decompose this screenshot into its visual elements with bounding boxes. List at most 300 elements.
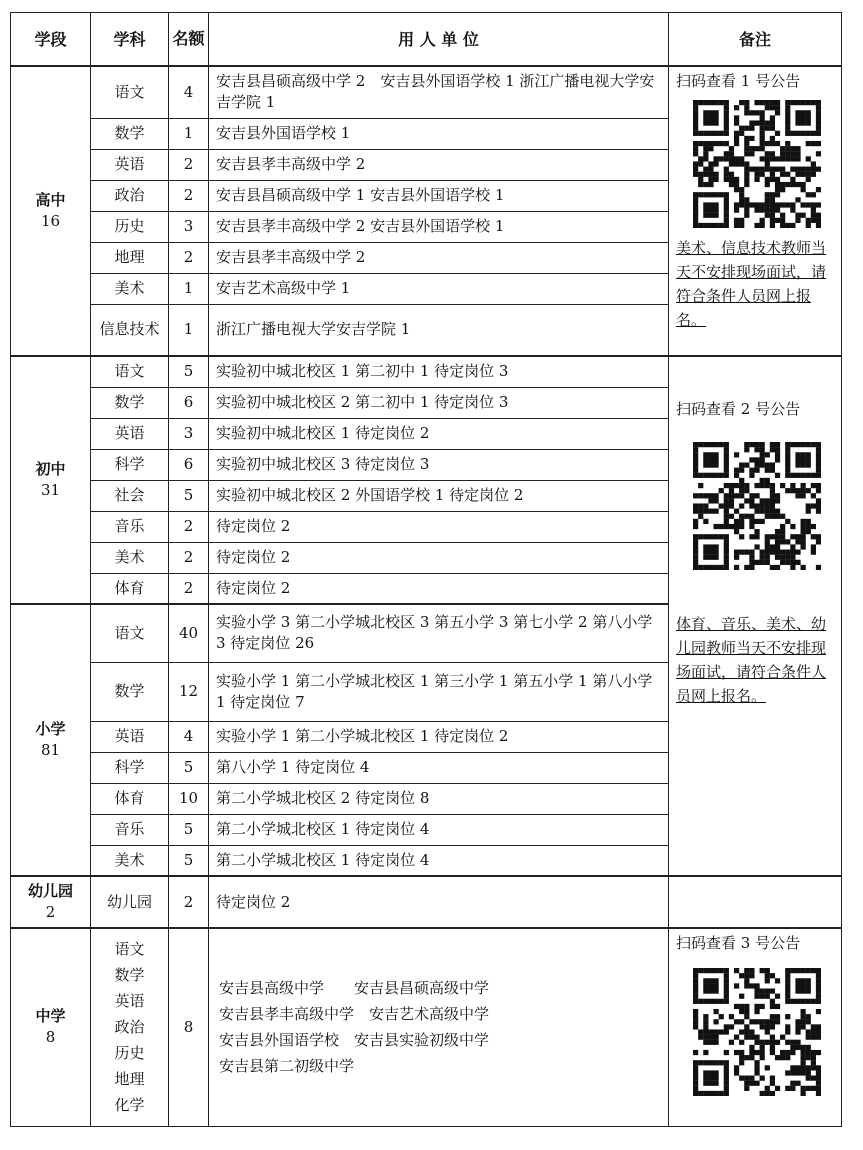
qr-module — [790, 565, 795, 570]
qr-module — [801, 483, 806, 488]
quota-cell: 2 — [169, 180, 209, 211]
qr-module — [729, 177, 734, 182]
qr-module — [770, 1040, 775, 1045]
note-remark: 美术、信息技术教师当天不安排现场面试，请符合条件人员网上报名。 — [676, 239, 827, 329]
qr-module — [708, 1040, 713, 1045]
qr-module — [770, 514, 775, 519]
qr-module — [749, 1050, 754, 1055]
qr-module — [708, 1035, 713, 1040]
quota-cell: 12 — [169, 662, 209, 721]
qr-module — [816, 151, 821, 156]
qr-module — [744, 550, 749, 555]
qr-module — [744, 110, 749, 115]
qr-module — [806, 141, 811, 146]
qr-module — [708, 442, 713, 447]
qr-module — [795, 560, 800, 565]
qr-module — [785, 115, 790, 120]
qr-module — [785, 452, 790, 457]
qr-module — [693, 1060, 698, 1065]
qr-module — [703, 473, 708, 478]
qr-module — [806, 462, 811, 467]
qr-module — [739, 524, 744, 529]
qr-module — [770, 488, 775, 493]
qr-module — [713, 978, 718, 983]
qr-module — [760, 208, 765, 213]
qr-module — [724, 994, 729, 999]
qr-module — [790, 544, 795, 549]
qr-module — [744, 208, 749, 213]
qr-module — [770, 120, 775, 125]
qr-module — [708, 100, 713, 105]
qr-module — [785, 539, 790, 544]
qr-module — [693, 462, 698, 467]
quota-cell: 40 — [169, 604, 209, 662]
qr-module — [729, 483, 734, 488]
qr-module — [703, 503, 708, 508]
qr-module — [719, 1014, 724, 1019]
qr-module — [816, 126, 821, 131]
qr-module — [734, 1070, 739, 1075]
qr-module — [703, 202, 708, 207]
qr-module — [785, 172, 790, 177]
qr-module — [775, 1019, 780, 1024]
qr-module — [765, 161, 770, 166]
qr-module — [765, 452, 770, 457]
qr-module — [734, 120, 739, 125]
qr-module — [760, 110, 765, 115]
qr-module — [729, 172, 734, 177]
qr-module — [744, 1009, 749, 1014]
qr-module — [703, 1024, 708, 1029]
qr-module — [703, 213, 708, 218]
qr-module — [703, 1076, 708, 1081]
quota-cell: 5 — [169, 752, 209, 783]
qr-module — [785, 1070, 790, 1075]
qr-module — [760, 503, 765, 508]
qr-module — [811, 968, 816, 973]
qr-module — [744, 1029, 749, 1034]
quota-cell: 5 — [169, 814, 209, 845]
qr-module — [693, 1070, 698, 1075]
subject-cell: 科学 — [91, 752, 169, 783]
qr-module — [724, 560, 729, 565]
qr-module — [811, 524, 816, 529]
qr-module — [795, 473, 800, 478]
qr-module — [708, 509, 713, 514]
qr-module — [775, 187, 780, 192]
qr-module — [770, 1045, 775, 1050]
qr-module — [806, 1055, 811, 1060]
qr-module — [754, 503, 759, 508]
qr-module — [795, 983, 800, 988]
qr-module — [703, 442, 708, 447]
qr-module — [724, 550, 729, 555]
qr-module — [754, 529, 759, 534]
qr-module — [754, 120, 759, 125]
qr-module — [739, 1050, 744, 1055]
qr-module — [816, 983, 821, 988]
qr-module — [770, 442, 775, 447]
qr-code-3[interactable] — [693, 968, 821, 1096]
qr-code-1[interactable] — [693, 100, 821, 228]
qr-module — [708, 192, 713, 197]
qr-module — [744, 1086, 749, 1091]
note-cell-high — [669, 66, 842, 356]
qr-module — [749, 473, 754, 478]
qr-module — [713, 202, 718, 207]
qr-module — [816, 488, 821, 493]
subject-cell: 音乐 — [91, 814, 169, 845]
qr-module — [739, 519, 744, 524]
qr-module — [703, 1081, 708, 1086]
qr-module — [703, 1050, 708, 1055]
qr-module — [760, 1040, 765, 1045]
qr-module — [806, 983, 811, 988]
qr-module — [765, 478, 770, 483]
qr-module — [749, 1055, 754, 1060]
qr-module — [775, 447, 780, 452]
qr-module — [744, 1055, 749, 1060]
subject-item: 地理 — [114, 1070, 145, 1089]
qr-module — [785, 141, 790, 146]
qr-module — [734, 182, 739, 187]
qr-module — [754, 208, 759, 213]
qr-module — [765, 555, 770, 560]
qr-module — [724, 524, 729, 529]
qr-module — [795, 151, 800, 156]
qr-module — [765, 1065, 770, 1070]
qr-module — [795, 218, 800, 223]
qr-module — [816, 473, 821, 478]
subject-cell: 语文 — [91, 604, 169, 662]
qr-module — [780, 187, 785, 192]
qr-module — [734, 529, 739, 534]
qr-module — [724, 555, 729, 560]
qr-module — [770, 503, 775, 508]
recruitment-table — [10, 12, 842, 1127]
qr-module — [806, 1029, 811, 1034]
qr-module — [724, 223, 729, 228]
qr-module — [749, 151, 754, 156]
qr-module — [739, 550, 744, 555]
units-cell: 实验初中城北校区 2 第二初中 1 待定岗位 3 — [209, 387, 669, 418]
qr-module — [713, 493, 718, 498]
table-row — [11, 928, 842, 1126]
qr-module — [806, 167, 811, 172]
qr-module — [703, 544, 708, 549]
qr-module — [806, 120, 811, 125]
qr-module — [724, 151, 729, 156]
qr-module — [775, 131, 780, 136]
qr-module — [693, 146, 698, 151]
qr-module — [770, 1091, 775, 1096]
qr-module — [713, 544, 718, 549]
qr-module — [816, 131, 821, 136]
qr-module — [724, 1024, 729, 1029]
qr-module — [703, 167, 708, 172]
units-cell: 安吉县昌硕高级中学 2 安吉县外国语学校 1 浙江广播电视大学安吉学院 1 — [209, 66, 669, 118]
qr-module — [719, 1060, 724, 1065]
qr-module — [708, 1076, 713, 1081]
qr-module — [765, 1091, 770, 1096]
qr-module — [785, 120, 790, 125]
qr-module — [801, 565, 806, 570]
qr-module — [693, 223, 698, 228]
qr-module — [698, 172, 703, 177]
qr-module — [770, 483, 775, 488]
qr-module — [795, 1019, 800, 1024]
qr-module — [760, 560, 765, 565]
qr-module — [811, 1029, 816, 1034]
qr-module — [780, 1055, 785, 1060]
qr-module — [760, 167, 765, 172]
qr-module — [708, 110, 713, 115]
qr-module — [703, 1035, 708, 1040]
qr-module — [816, 973, 821, 978]
qr-module — [760, 519, 765, 524]
header-units: 用 人 单 位 — [209, 13, 669, 67]
qr-module — [785, 146, 790, 151]
qr-module — [754, 1081, 759, 1086]
qr-module — [713, 110, 718, 115]
qr-module — [785, 1014, 790, 1019]
qr-module — [811, 1055, 816, 1060]
stage-total: 2 — [45, 903, 56, 921]
qr-module — [785, 555, 790, 560]
qr-module — [806, 177, 811, 182]
qr-module — [693, 534, 698, 539]
qr-module — [739, 514, 744, 519]
qr-module — [775, 544, 780, 549]
qr-module — [760, 141, 765, 146]
qr-module — [708, 131, 713, 136]
qr-module — [724, 105, 729, 110]
qr-module — [708, 462, 713, 467]
qr-module — [713, 968, 718, 973]
qr-module — [744, 126, 749, 131]
qr-module — [775, 457, 780, 462]
qr-module — [708, 1070, 713, 1075]
qr-module — [754, 172, 759, 177]
qr-module — [749, 1035, 754, 1040]
qr-module — [749, 498, 754, 503]
qr-module — [729, 1024, 734, 1029]
qr-module — [806, 100, 811, 105]
stage-cell-kinder — [11, 876, 91, 928]
qr-module — [693, 115, 698, 120]
qr-module — [724, 519, 729, 524]
qr-module — [713, 161, 718, 166]
qr-module — [698, 161, 703, 166]
qr-module — [775, 514, 780, 519]
quota-cell: 1 — [169, 304, 209, 356]
qr-module — [775, 208, 780, 213]
qr-module — [744, 1004, 749, 1009]
qr-module — [703, 493, 708, 498]
qr-module — [749, 565, 754, 570]
qr-module — [744, 978, 749, 983]
qr-module — [811, 442, 816, 447]
stage-total: 81 — [40, 741, 61, 759]
qr-module — [749, 126, 754, 131]
qr-module — [744, 136, 749, 141]
qr-module — [749, 1019, 754, 1024]
qr-module — [785, 519, 790, 524]
qr-module — [760, 994, 765, 999]
qr-module — [754, 1065, 759, 1070]
qr-module — [719, 131, 724, 136]
qr-module — [693, 473, 698, 478]
qr-module — [765, 141, 770, 146]
qr-module — [708, 983, 713, 988]
qr-module — [693, 141, 698, 146]
qr-module — [708, 565, 713, 570]
qr-module — [749, 519, 754, 524]
qr-module — [698, 968, 703, 973]
qr-module — [739, 994, 744, 999]
units-line: 安吉县孝丰高级中学 安吉艺术高级中学 — [219, 1005, 490, 1024]
qr-module — [724, 983, 729, 988]
qr-module — [811, 534, 816, 539]
qr-module — [708, 223, 713, 228]
subject-cell: 幼儿园 — [91, 876, 169, 928]
qr-module — [780, 167, 785, 172]
qr-module — [801, 1019, 806, 1024]
qr-module — [739, 483, 744, 488]
qr-module — [801, 1050, 806, 1055]
qr-module — [811, 999, 816, 1004]
qr-module — [801, 1091, 806, 1096]
qr-module — [816, 978, 821, 983]
qr-module — [816, 167, 821, 172]
qr-module — [790, 223, 795, 228]
qr-module — [754, 177, 759, 182]
qr-module — [785, 978, 790, 983]
qr-module — [770, 973, 775, 978]
qr-module — [719, 223, 724, 228]
qr-module — [765, 544, 770, 549]
qr-module — [713, 1009, 718, 1014]
qr-module — [816, 213, 821, 218]
qr-module — [801, 1065, 806, 1070]
qr-module — [790, 1045, 795, 1050]
qr-module — [770, 498, 775, 503]
qr-module — [729, 156, 734, 161]
qr-module — [770, 565, 775, 570]
units-cell: 待定岗位 2 — [209, 573, 669, 604]
qr-module — [811, 172, 816, 177]
subject-cell: 数学 — [91, 118, 169, 149]
qr-module — [754, 994, 759, 999]
qr-code-2[interactable] — [693, 442, 821, 570]
qr-module — [754, 1060, 759, 1065]
qr-module — [703, 565, 708, 570]
qr-module — [785, 550, 790, 555]
qr-module — [724, 172, 729, 177]
qr-module — [754, 983, 759, 988]
qr-module — [703, 182, 708, 187]
stage-total: 8 — [45, 1028, 56, 1047]
qr-module — [780, 146, 785, 151]
qr-module — [806, 1086, 811, 1091]
qr-module — [770, 167, 775, 172]
qr-module — [785, 126, 790, 131]
qr-module — [693, 447, 698, 452]
qr-module — [801, 539, 806, 544]
qr-module — [698, 483, 703, 488]
qr-module — [780, 514, 785, 519]
qr-module — [703, 534, 708, 539]
qr-module — [724, 1050, 729, 1055]
qr-module — [734, 550, 739, 555]
qr-module — [806, 131, 811, 136]
qr-module — [734, 509, 739, 514]
subject-cell: 语文 — [91, 356, 169, 387]
qr-module — [816, 483, 821, 488]
qr-module — [713, 473, 718, 478]
qr-module — [724, 1060, 729, 1065]
qr-module — [724, 1029, 729, 1034]
qr-module — [770, 1004, 775, 1009]
qr-module — [770, 126, 775, 131]
qr-module — [739, 218, 744, 223]
qr-module — [806, 524, 811, 529]
qr-module — [811, 202, 816, 207]
qr-module — [765, 1019, 770, 1024]
qr-module — [698, 503, 703, 508]
qr-module — [806, 457, 811, 462]
qr-module — [790, 146, 795, 151]
qr-module — [760, 1024, 765, 1029]
qr-module — [734, 1019, 739, 1024]
qr-module — [713, 462, 718, 467]
qr-module — [724, 468, 729, 473]
qr-module — [770, 223, 775, 228]
qr-module — [811, 544, 816, 549]
qr-module — [693, 544, 698, 549]
qr-module — [770, 197, 775, 202]
note-cell-middle-primary — [669, 356, 842, 876]
qr-module — [790, 1040, 795, 1045]
qr-module — [775, 1004, 780, 1009]
qr-module — [760, 478, 765, 483]
quota-cell: 6 — [169, 449, 209, 480]
qr-module — [713, 120, 718, 125]
qr-module — [754, 462, 759, 467]
note-cell-kinder-empty — [669, 876, 842, 928]
qr-module — [749, 146, 754, 151]
qr-module — [729, 182, 734, 187]
qr-module — [765, 208, 770, 213]
qr-module — [724, 462, 729, 467]
qr-module — [816, 452, 821, 457]
qr-module — [816, 187, 821, 192]
note-cell-secondary — [669, 928, 842, 1126]
qr-module — [744, 213, 749, 218]
qr-module — [816, 503, 821, 508]
qr-module — [754, 100, 759, 105]
qr-module — [734, 968, 739, 973]
qr-module — [790, 1065, 795, 1070]
qr-module — [739, 1029, 744, 1034]
qr-module — [734, 136, 739, 141]
qr-module — [703, 983, 708, 988]
qr-module — [795, 131, 800, 136]
qr-module — [708, 493, 713, 498]
qr-module — [760, 156, 765, 161]
qr-module — [780, 483, 785, 488]
qr-module — [724, 968, 729, 973]
